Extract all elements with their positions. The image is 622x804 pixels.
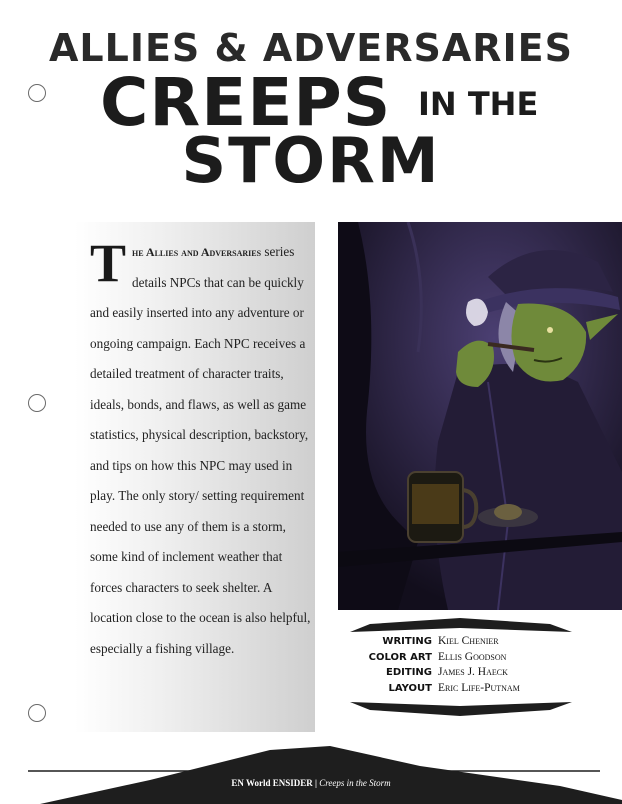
footer-band: [0, 740, 622, 804]
series-title: ALLIES & ADVERSARIES: [49, 26, 573, 70]
intro-lead: he Allies and Adversaries: [132, 245, 262, 259]
footer-caption: [0, 778, 622, 788]
intro-text: [90, 233, 312, 664]
credit-name: Kiel Chenier: [438, 635, 499, 647]
credit-row: [350, 665, 570, 681]
credit-row: [350, 634, 570, 650]
article-title-creeps: CREEPS: [100, 64, 392, 141]
footer-article-title: Creeps in the Storm: [319, 778, 391, 788]
intro-sidebar: [75, 222, 315, 732]
binder-hole-top: [28, 84, 46, 102]
goblin-illustration: [338, 222, 622, 610]
credit-row: [350, 650, 570, 666]
intro-body: series details NPCs that can be quickly and easily inserted into any adventure or ongoing campaign. Each NPC receives a detailed treatment of character traits, ideals, bonds, and flaws, as well as game statistics, physical description, backstory, and tips on how this NPC may used in play. The only story/ setting requirement needed to use any of them is a storm, some kind of inclement weather that forces characters to seek shelter. A location close to the ocean is also helpful, especially a fishing village.: [90, 244, 311, 656]
credit-row: [350, 681, 570, 697]
credits-banner-bottom: [350, 700, 572, 718]
article-title-storm: STORM: [181, 124, 441, 197]
credit-name: James J. Haeck: [438, 666, 508, 678]
article-title-in-the: IN THE: [418, 85, 539, 123]
credit-role: LAYOUT: [388, 682, 432, 694]
credit-name: Ellis Goodson: [438, 650, 507, 663]
credits-banner-top: [350, 618, 572, 634]
footer-publication: EN World ENSIDER: [231, 778, 313, 788]
credit-name: Eric Life-Putnam: [438, 681, 520, 694]
binder-hole-middle: [28, 394, 46, 412]
footer-separator: |: [314, 778, 317, 788]
credit-role: WRITING: [382, 636, 432, 647]
credits-block: [350, 634, 570, 696]
credit-role: COLOR ART: [368, 651, 432, 663]
binder-hole-bottom: [28, 704, 46, 722]
credit-role: EDITING: [386, 667, 432, 678]
drop-cap: T: [90, 233, 127, 293]
